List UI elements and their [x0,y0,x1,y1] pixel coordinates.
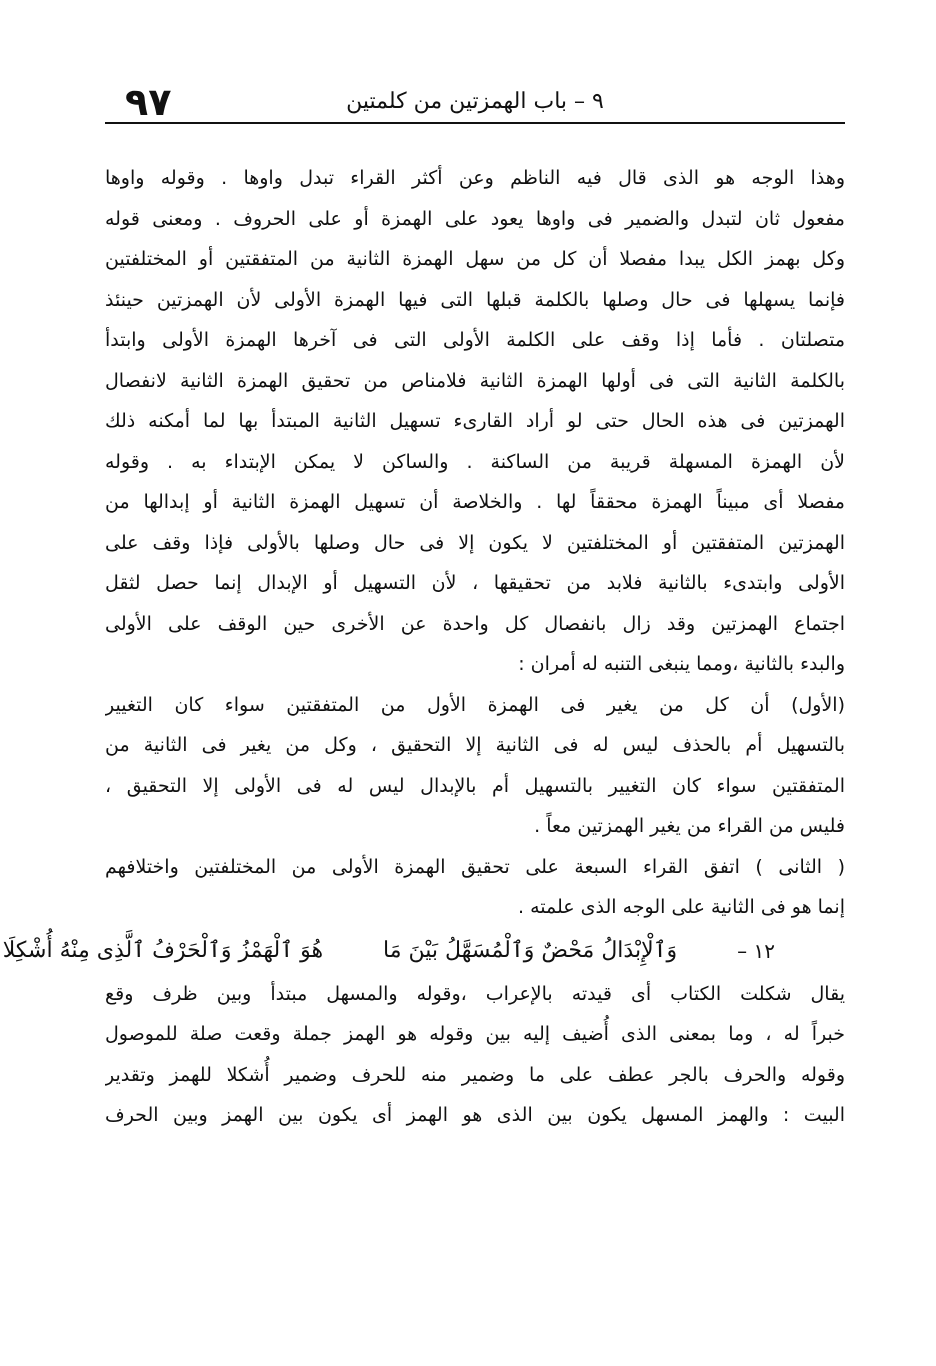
body-text [2,158,845,1136]
verse-number: ١٢ – [737,938,775,963]
paragraph [105,158,845,685]
verse-hemistich-right: وَٱلْإِبْدَالُ مَحْضٌ وَٱلْمُسَهَّلُ بَيْنَ مَا [383,937,678,963]
text-line: (الأول) أن كل من يغير فى الهمزة الأول من المتفقتين سواء كان التغيير [105,693,845,716]
text-line: البيت : والهمز المسهل يكون بين الذى هو الهمز أى يكون بين الهمز وبين الحرف [105,1104,845,1126]
text-line: مفصلا أى مبيناً الهمزة محققاً لها . والخلاصة أن تسهيل الهمزة الثانية أو إبدالها من [105,491,845,513]
text-line: يقال شكلت الكتاب أى قيدته بالإعراب ،وقوله والمسهل مبتدأ وبين ظرف وقع [105,982,845,1005]
text-line: الهمزتين فى هذه الحال حتى لو أراد القارىء تسهيل الثانية المبتدأ بها لما أمكنه ذلك [105,410,845,432]
text-line: بالتسهيل أم بالحذف ليس له فى الثانية إلا التحقيق ، وكل من يغير فى الثانية من [105,734,845,756]
text-line: الهمزتين المتفقتين أو المختلفتين لا يكون إلا فى حال وصلها بالأولى فإذا وقف على [105,531,845,554]
text-line: وقوله والحرف بالجر عطف على ما وضمير منه للحرف وضمير أُشكلا للهمز وتقدير [105,1063,845,1086]
text-line: اجتماع الهمزتين وقد زال بانفصال كل واحدة عن الأخرى حين الوقف على الأولى [105,612,845,635]
verse-line [2,928,845,974]
paragraph [105,685,845,847]
text-line: فإنما يسهلها فى حال وصلها بالكلمة قبلها التى فيها الهمزة الأولى لأن الهمزتين حينئذ [105,288,845,311]
text-line: وهذا الوجه هو الذى قال فيه الناظم وعن أكثر القراء تبدل واوها . وقوله واوها [105,167,845,189]
verse-hemistich-left: هُوَ ٱلْهَمْزُ وَٱلْحَرْفُ ٱلَّذِى مِنْهُ أُشْكِلَا [2,937,324,963]
header-rule [105,122,845,124]
paragraph [105,974,845,1136]
page-header [105,80,845,124]
running-title: ٩ – باب الهمزتين من كلمتين [346,89,604,114]
text-line: إنما هو فى الثانية على الوجه الذى علمته . [518,896,845,918]
text-line: متصلتان . فأما إذا وقف على الكلمة الأولى التى فى آخرها الهمزة الأولى وابتدأ [105,329,845,351]
text-line: بالكلمة الثانية التى فى أولها الهمزة الثانية فلامناص من تحقيق الهمزة الثانية لانفصال [105,369,845,392]
text-line: لأن الهمزة المسهلة قريبة من الساكنة . والساكن لا يمكن الإبتداء به . وقوله [105,450,845,473]
text-line: فليس من القراء من يغير الهمزتين معاً . [534,815,845,837]
page-number: ٩٧ [125,80,172,124]
paragraph [105,847,845,928]
text-line: الأولى وابتدىء بالثانية فلابد من تحقيقها ، لأن التسهيل أو الإبدال إنما حصل لثقل [105,572,845,594]
text-line: خبراً له ، وما بمعنى الذى أُضيف إليه بين وقوله هو الهمز جملة وقعت صلة للموصول [105,1023,845,1045]
text-line: وكل بهمز الكل يبدا مفصلا أن كل من سهل الهمزة الثانية من المتفقتين أو المختلفتين [105,248,845,270]
text-line: والبدء بالثانية ،ومما ينبغى التنبه له أمران : [518,653,845,675]
text-line: ( الثانى ) اتفق القراء السبعة على تحقيق الهمزة الأولى من المختلفتين واختلافهم [105,855,845,878]
text-line: المتفقتين سواء كان التغيير بالتسهيل أم بالإبدال ليس له فى الأولى إلا التحقيق ، [105,774,845,797]
text-line: مفعول ثان لتبدل والضمير فى واوها يعود على الهمزة أو على الحروف . ومعنى قوله [105,207,845,230]
